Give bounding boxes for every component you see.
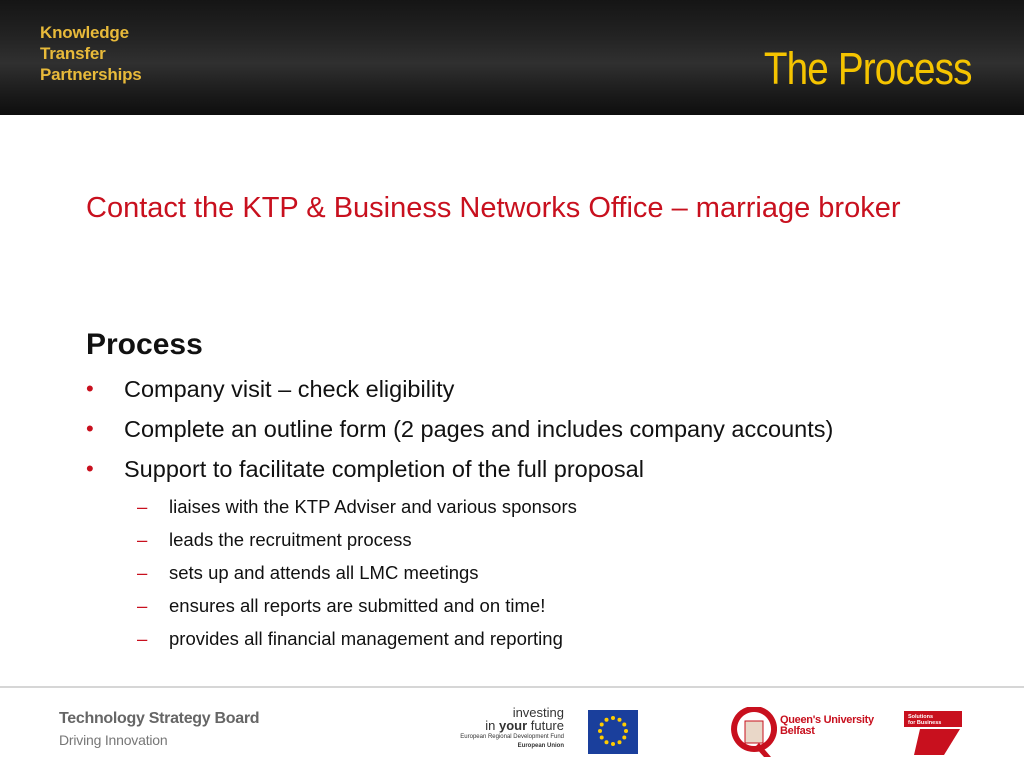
bullet-list [86, 373, 1006, 493]
bullet-dot: • [86, 416, 94, 441]
bullet-dot: • [86, 456, 94, 481]
qub-logo-text [780, 715, 874, 737]
invest-suffix: future [527, 718, 564, 733]
invest-eu-line: European Union [517, 743, 564, 749]
sub-bullet-dash: – [137, 529, 148, 550]
solutions-for-business-logo [904, 711, 964, 757]
qub-line: Belfast [780, 725, 815, 737]
sub-bullet-dash: – [137, 628, 148, 649]
sfb-logo-text-1: Solutions [908, 714, 934, 720]
investing-future-logo [452, 706, 564, 750]
sub-bullet-text: leads the recruitment process [169, 529, 412, 550]
sub-bullet-text: sets up and attends all LMC meetings [169, 562, 479, 583]
slide-header [0, 0, 1024, 115]
ktp-logo-line: Knowledge [40, 23, 129, 42]
process-heading: Process [86, 328, 203, 361]
bullet-item [86, 453, 1006, 485]
bullet-text: Complete an outline form (2 pages and includes company accounts) [124, 416, 834, 442]
sub-bullet-list [137, 493, 897, 658]
bullet-item [86, 373, 1006, 405]
sub-bullet-item [137, 526, 897, 553]
invest-line: investing [512, 705, 564, 720]
sub-bullet-text: ensures all reports are submitted and on time! [169, 595, 546, 616]
bullet-text: Support to facilitate completion of the full proposal [124, 456, 644, 482]
bullet-text: Company visit – check eligibility [124, 376, 455, 402]
invest-prefix: in [485, 718, 499, 733]
bullet-dot: • [86, 376, 94, 401]
sub-bullet-text: provides all financial management and reporting [169, 628, 563, 649]
sub-bullet-item [137, 559, 897, 586]
footer-divider [0, 686, 1024, 688]
sub-bullet-dash: – [137, 595, 148, 616]
sub-bullet-item [137, 592, 897, 619]
tsb-logo-tagline: Driving Innovation [59, 732, 168, 748]
bullet-item [86, 413, 1006, 445]
invest-fund-line: European Regional Development Fund [460, 734, 564, 740]
ktp-logo-line: Partnerships [40, 65, 142, 84]
tsb-logo-name: Technology Strategy Board [59, 710, 260, 727]
slide-title: The Process [764, 43, 972, 94]
invest-line [452, 719, 564, 732]
qub-crest-icon [731, 707, 777, 759]
sub-bullet-item [137, 493, 897, 520]
sub-bullet-text: liaises with the KTP Adviser and various sponsors [169, 496, 577, 517]
sub-bullet-dash: – [137, 562, 148, 583]
sfb-logo-text-2: for Business [908, 720, 942, 726]
sub-bullet-dash: – [137, 496, 148, 517]
sub-bullet-item [137, 625, 897, 652]
qub-line: Queen's University [780, 714, 874, 726]
eu-flag-icon [588, 710, 638, 754]
invest-bold: your [498, 718, 528, 733]
ktp-logo [40, 22, 142, 85]
slide-subtitle: Contact the KTP & Business Networks Office – marriage broker [86, 192, 901, 224]
ktp-logo-line: Transfer [40, 44, 106, 63]
